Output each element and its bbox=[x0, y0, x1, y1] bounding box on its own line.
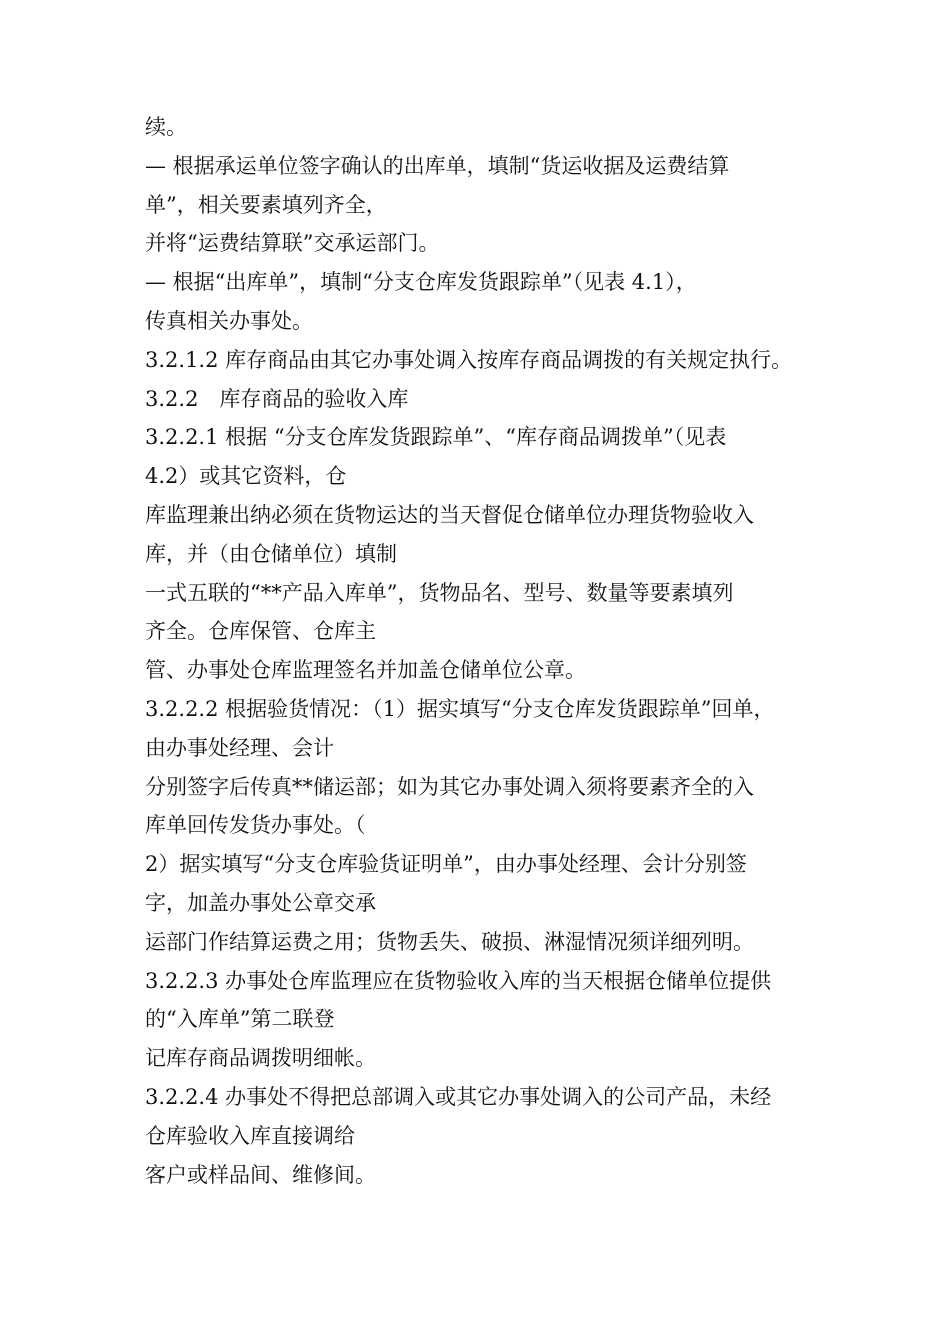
text-line: 3.2.2.3 办事处仓库监理应在货物验收入库的当天根据仓储单位提供 bbox=[145, 968, 772, 993]
text-line: — 根据“出库单”，填制“分支仓库发货跟踪单”（见表 4.1）， bbox=[145, 270, 697, 295]
text-line: 2）据实填写“分支仓库验货证明单”，由办事处经理、会计分别签 bbox=[145, 852, 747, 877]
text-line: 运部门作结算运费之用；货物丢失、破损、淋湿情况须详细列明。 bbox=[145, 929, 754, 954]
section-heading: 3.2.2 库存商品的验收入库 bbox=[145, 386, 409, 411]
text-line: 3.2.2.1 根据 “分支仓库发货跟踪单”、“库存商品调拨单”（见表 bbox=[145, 425, 727, 450]
text-line: 3.2.1.2 库存商品由其它办事处调入按库存商品调拨的有关规定执行。 bbox=[145, 347, 793, 372]
text-line: 由办事处经理、会计 bbox=[145, 735, 334, 760]
text-line: 库，并（由仓储单位）填制 bbox=[145, 541, 397, 566]
text-line: 字，加盖办事处公章交承 bbox=[145, 890, 376, 915]
text-line: 的“入库单”第二联登 bbox=[145, 1007, 335, 1032]
text-line: 一式五联的“**产品入库单”，货物品名、型号、数量等要素填列 bbox=[145, 580, 734, 605]
text-line: — 根据承运单位签字确认的出库单，填制“货运收据及运费结算 bbox=[145, 153, 730, 178]
text-line: 并将“运费结算联”交承运部门。 bbox=[145, 231, 440, 256]
text-line: 3.2.2.2 根据验货情况：（1）据实填写“分支仓库发货跟踪单”回单， bbox=[145, 696, 775, 721]
text-line: 4.2）或其它资料，仓 bbox=[145, 464, 347, 489]
text-line: 仓库验收入库直接调给 bbox=[145, 1123, 355, 1148]
text-line: 续。 bbox=[145, 115, 187, 139]
text-line: 分别签字后传真**储运部；如为其它办事处调入须将要素齐全的入 bbox=[145, 774, 754, 799]
text-line: 库单回传发货办事处。（ bbox=[145, 813, 366, 838]
text-line: 记库存商品调拨明细帐。 bbox=[145, 1046, 376, 1071]
text-line: 客户或样品间、维修间。 bbox=[145, 1162, 376, 1187]
text-line: 传真相关办事处。 bbox=[145, 308, 313, 333]
text-line: 齐全。仓库保管、仓库主 bbox=[145, 619, 376, 644]
text-line: 3.2.2.4 办事处不得把总部调入或其它办事处调入的公司产品，未经 bbox=[145, 1084, 772, 1109]
text-line: 库监理兼出纳必须在货物运达的当天督促仓储单位办理货物验收入 bbox=[145, 502, 754, 527]
text-line: 单”，相关要素填列齐全， bbox=[145, 192, 387, 217]
document-body bbox=[145, 108, 825, 1194]
text-line: 管、办事处仓库监理签名并加盖仓储单位公章。 bbox=[145, 658, 586, 683]
